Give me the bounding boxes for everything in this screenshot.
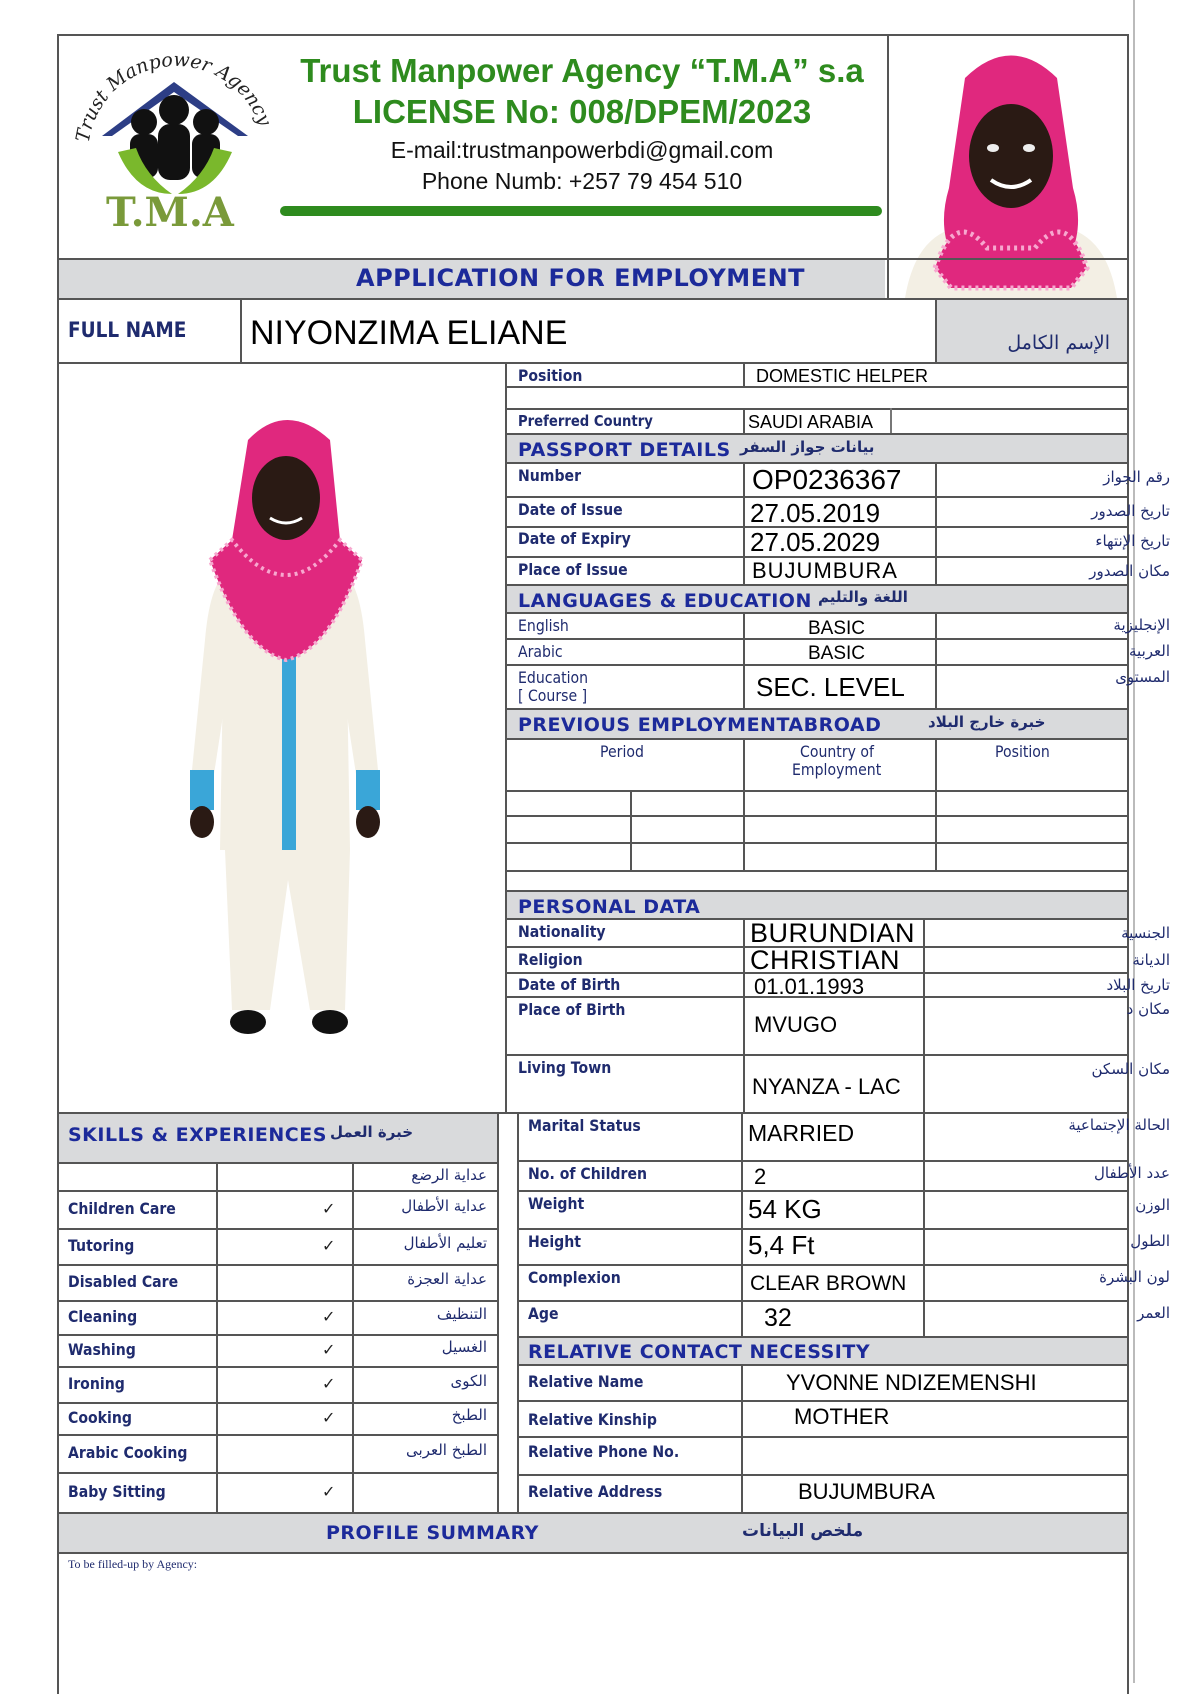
col-position: Position bbox=[995, 742, 1050, 761]
nationality-value: BURUNDIAN bbox=[750, 918, 916, 948]
skills-row-divider bbox=[57, 1402, 497, 1404]
arabic-value: BASIC bbox=[808, 643, 866, 664]
skill-label: Arabic Cooking bbox=[68, 1443, 188, 1462]
profile-summary-band bbox=[59, 1514, 1127, 1552]
education-value: SEC. LEVEL bbox=[756, 672, 905, 702]
living-town-value: NYANZA - LAC bbox=[752, 1074, 901, 1099]
license-number: LICENSE No: 008/DPEM/2023 bbox=[352, 93, 812, 130]
skill-label: Children Care bbox=[68, 1199, 176, 1218]
header-green-rule bbox=[280, 206, 882, 216]
skill-label: Ironing bbox=[68, 1374, 125, 1393]
marital-status-value: MARRIED bbox=[748, 1120, 855, 1146]
skills-header-ar: عداية الرضع bbox=[411, 1166, 487, 1184]
skill-label: Tutoring bbox=[68, 1236, 135, 1255]
skill-check-icon: ✓ bbox=[322, 1374, 336, 1393]
arabic-ar: العربية bbox=[1129, 642, 1170, 660]
skill-check-icon: ✓ bbox=[322, 1199, 336, 1218]
logo-ring-text: Trust Manpower Agency bbox=[71, 48, 276, 144]
children-ar: عدد الأطفال bbox=[1094, 1164, 1170, 1182]
relative-name-value: YVONNE NDIZEMENSHI bbox=[786, 1370, 1037, 1395]
agency-email: E-mail:trustmanpowerbdi@gmail.com bbox=[390, 137, 774, 163]
col-country: Country of bbox=[800, 742, 874, 761]
languages-title-ar: اللغة والتليم bbox=[818, 588, 908, 606]
date-of-issue-label: Date of Issue bbox=[518, 500, 623, 519]
age-value: 32 bbox=[764, 1304, 792, 1332]
relative-address-value: BUJUMBURA bbox=[798, 1479, 935, 1504]
skill-check-icon: ✓ bbox=[322, 1482, 336, 1501]
date-of-expiry-ar: تاريخ الإنتهاء bbox=[1095, 532, 1170, 550]
weight-value: 54 KG bbox=[748, 1194, 822, 1224]
relative-kinship-label: Relative Kinship bbox=[528, 1410, 657, 1429]
age-ar: العمر bbox=[1137, 1304, 1170, 1322]
preferred-country-value: SAUDI ARABIA bbox=[748, 412, 874, 432]
previous-employment-title-ar: خبرة خارج البلاد bbox=[928, 713, 1046, 731]
english-label: English bbox=[518, 616, 569, 635]
date-of-expiry-value: 27.05.2029 bbox=[750, 527, 881, 557]
skill-check-icon: ✓ bbox=[322, 1408, 336, 1427]
skill-check-icon: ✓ bbox=[322, 1307, 336, 1326]
complexion-ar: لون البشرة bbox=[1099, 1268, 1170, 1286]
skills-row-divider bbox=[57, 1472, 497, 1474]
relative-phone-label: Relative Phone No. bbox=[528, 1442, 680, 1461]
skill-label-ar: الطبخ bbox=[451, 1406, 487, 1424]
education-course-label: [ Course ] bbox=[518, 686, 588, 705]
relative-name-label: Relative Name bbox=[528, 1372, 644, 1391]
skill-label: Baby Sitting bbox=[68, 1482, 166, 1501]
full-name-value: NIYONZIMA ELIANE bbox=[250, 314, 568, 352]
skills-title: SKILLS & EXPERIENCES bbox=[68, 1124, 327, 1146]
nationality-label: Nationality bbox=[518, 922, 606, 941]
height-label: Height bbox=[528, 1232, 581, 1251]
age-label: Age bbox=[528, 1304, 559, 1323]
agency-name: Trust Manpower Agency “T.M.A” s.a bbox=[300, 52, 864, 89]
agency-phone: Phone Numb: +257 79 454 510 bbox=[421, 168, 743, 194]
passport-title-ar: بيانات جواز السفر bbox=[740, 438, 875, 456]
religion-value: CHRISTIAN bbox=[750, 945, 901, 975]
date-of-birth-ar: تاريخ البلاد bbox=[1106, 976, 1170, 994]
place-of-issue-label: Place of Issue bbox=[518, 560, 628, 579]
skills-row-divider bbox=[57, 1228, 497, 1230]
profile-summary-title-ar: ملخص البيانات bbox=[742, 1521, 864, 1541]
passport-title: PASSPORT DETAILS bbox=[518, 439, 731, 461]
place-of-birth-value: MVUGO bbox=[754, 1012, 838, 1037]
height-ar: الطول bbox=[1130, 1232, 1170, 1250]
applicant-full-photo bbox=[170, 410, 400, 1060]
skills-title-ar: خبرة العمل bbox=[330, 1123, 414, 1141]
relative-kinship-value: MOTHER bbox=[794, 1404, 890, 1429]
logo-initials: T.M.A bbox=[106, 189, 234, 234]
place-of-issue-ar: مكان الصدور bbox=[1089, 562, 1170, 580]
skill-label-ar: الطبخ العربى bbox=[406, 1441, 487, 1459]
col-period: Period bbox=[600, 742, 644, 761]
skill-label: Cooking bbox=[68, 1408, 132, 1427]
date-of-birth-value: 01.01.1993 bbox=[754, 974, 865, 999]
previous-employment-title: PREVIOUS EMPLOYMENTABROAD bbox=[518, 714, 882, 736]
passport-number-ar: رقم الجواز bbox=[1103, 468, 1170, 486]
education-ar: المستوى bbox=[1115, 668, 1170, 686]
living-town-label: Living Town bbox=[518, 1058, 612, 1077]
english-ar: الإنجليزية bbox=[1113, 616, 1170, 634]
agency-note: To be filled-up by Agency: bbox=[68, 1557, 198, 1571]
skill-label-ar: التنظيف bbox=[436, 1305, 487, 1323]
full-name-label-ar: الإسم الكامل bbox=[1007, 332, 1110, 354]
arabic-label: Arabic bbox=[518, 642, 563, 661]
date-of-expiry-label: Date of Expiry bbox=[518, 529, 631, 548]
skill-label-ar: الكوى bbox=[450, 1372, 487, 1390]
passport-number-label: Number bbox=[518, 466, 582, 485]
skill-label-ar: الغسيل bbox=[441, 1338, 487, 1356]
personal-data-title: PERSONAL DATA bbox=[518, 896, 701, 918]
place-of-birth-ar: مكان د bbox=[1126, 1000, 1170, 1018]
form-title: APPLICATION FOR EMPLOYMENT bbox=[356, 264, 806, 292]
relative-address-label: Relative Address bbox=[528, 1482, 663, 1501]
place-of-issue-value: BUJUMBURA bbox=[752, 558, 898, 583]
height-value: 5,4 Ft bbox=[748, 1230, 815, 1260]
complexion-value: CLEAR BROWN bbox=[750, 1272, 907, 1295]
education-label: Education bbox=[518, 668, 589, 687]
full-name-label: FULL NAME bbox=[68, 318, 187, 342]
date-of-issue-value: 27.05.2019 bbox=[750, 498, 881, 528]
date-of-birth-label: Date of Birth bbox=[518, 975, 621, 994]
children-value: 2 bbox=[754, 1164, 767, 1189]
weight-label: Weight bbox=[528, 1194, 585, 1213]
skills-row-divider bbox=[57, 1366, 497, 1368]
languages-title: LANGUAGES & EDUCATION bbox=[518, 590, 812, 612]
skills-row-divider bbox=[57, 1190, 497, 1192]
relative-title: RELATIVE CONTACT NECESSITY bbox=[528, 1341, 871, 1363]
passport-number-value: OP0236367 bbox=[752, 464, 902, 495]
col-country-2: Employment bbox=[792, 760, 882, 779]
marital-status-label: Marital Status bbox=[528, 1116, 641, 1135]
weight-ar: الوزن bbox=[1135, 1196, 1170, 1214]
religion-label: Religion bbox=[518, 950, 583, 969]
skills-row-divider bbox=[57, 1334, 497, 1336]
complexion-label: Complexion bbox=[528, 1268, 621, 1287]
date-of-issue-ar: تاريخ الصدور bbox=[1091, 502, 1170, 520]
agency-logo bbox=[66, 44, 276, 234]
marital-status-ar: الحالة الإجتماعية bbox=[1068, 1116, 1170, 1134]
skill-check-icon: ✓ bbox=[322, 1236, 336, 1255]
page-edge-line bbox=[1133, 0, 1135, 1683]
skill-check-icon: ✓ bbox=[322, 1340, 336, 1359]
skills-row-divider bbox=[57, 1264, 497, 1266]
english-value: BASIC bbox=[808, 618, 866, 639]
skill-label: Disabled Care bbox=[68, 1272, 179, 1291]
profile-summary-title: PROFILE SUMMARY bbox=[326, 1522, 539, 1544]
skill-label: Washing bbox=[68, 1340, 136, 1359]
religion-ar: الديانة bbox=[1132, 951, 1170, 969]
skills-row-divider bbox=[57, 1300, 497, 1302]
skill-label-ar: تعليم الأطفال bbox=[403, 1234, 487, 1252]
living-town-ar: مكان السكن bbox=[1091, 1060, 1170, 1078]
place-of-birth-label: Place of Birth bbox=[518, 1000, 626, 1019]
preferred-country-label: Preferred Country bbox=[518, 412, 653, 430]
skill-label-ar: عداية الأطفال bbox=[401, 1197, 487, 1215]
skills-row-divider bbox=[57, 1434, 497, 1436]
nationality-ar: الجنسية bbox=[1121, 924, 1170, 942]
children-label: No. of Children bbox=[528, 1164, 648, 1183]
skill-label: Cleaning bbox=[68, 1307, 138, 1326]
position-value: DOMESTIC HELPER bbox=[756, 366, 929, 386]
position-label: Position bbox=[518, 366, 583, 385]
skill-label-ar: عداية العجزة bbox=[407, 1270, 487, 1288]
